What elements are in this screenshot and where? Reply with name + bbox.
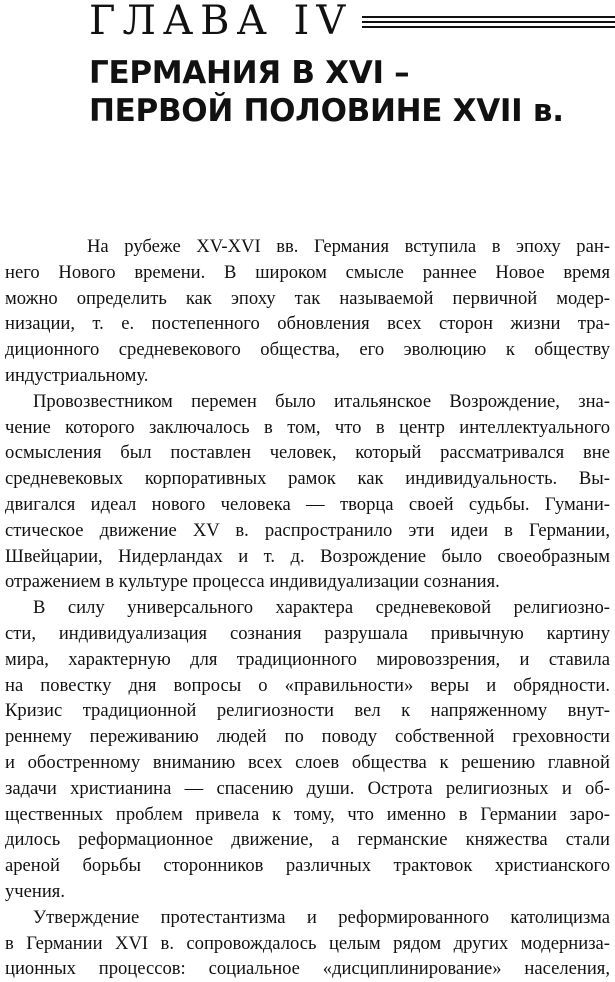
- text-line: в Германии XVI в. сопровождалось целым рядом других модерниза-: [5, 932, 610, 954]
- text-line: него Нового времени. В широком смысле раннее Новое время: [5, 261, 610, 283]
- text-line: мира, характерную для традиционного мировоззрения, и ставила: [5, 648, 610, 670]
- body-text: [5, 234, 610, 982]
- text-line: и обостренному вниманию всех слоев общества к решению главной: [5, 751, 610, 773]
- text-line: чение которого заключалось в том, что в центр интеллектуального: [5, 416, 610, 438]
- text-line: индустриальному.: [5, 364, 149, 386]
- text-line: Провозвестником перемен было итальянское Возрождение, зна-: [33, 390, 610, 412]
- text-line: Кризис традиционной религиозности вел к напряженному внут-: [5, 700, 610, 722]
- text-line: двигался идеал нового человека — творца своей судьбы. Гумани-: [5, 493, 610, 515]
- text-line: осмысления был поставлен человек, который рассматривался вне: [5, 442, 610, 464]
- chapter-title-line: ГЕРМАНИЯ В XVI –: [89, 55, 410, 91]
- text-line: ареной борьбы сторонников различных трактовок христианского: [5, 855, 610, 877]
- text-line: задачи христианина — спасению души. Острота религиозных и об-: [5, 777, 610, 799]
- chapter-header: [89, 0, 615, 42]
- text-line: учения.: [5, 880, 66, 902]
- text-line: щественных проблем привела к тому, что именно в Германии заро-: [5, 803, 610, 825]
- text-line: отражением в культуре процесса индивидуализации сознания.: [5, 571, 500, 593]
- text-line: Утверждение протестантизма и реформированного католицизма: [33, 906, 610, 928]
- text-line: дилось реформационное движение, а германские княжества стали: [5, 829, 610, 851]
- text-line: диционного средневекового общества, его эволюцию к обществу: [5, 339, 610, 361]
- text-line: На рубеже XV-XVI вв. Германия вступила в эпоху ран-: [87, 236, 610, 257]
- text-line: ционных процессов: социальное «дисциплинирование» населения,: [5, 958, 610, 980]
- text-line: низации, т. е. постепенного обновления всех сторон жизни тра-: [5, 313, 610, 335]
- chapter-label: ГЛАВА IV: [89, 0, 353, 44]
- chapter-rule-decoration: [362, 16, 615, 30]
- text-line: сти, индивидуализация сознания разрушала привычную картину: [5, 622, 610, 644]
- text-line: средневековых корпоративных рамок как индивидуальность. Вы-: [5, 468, 610, 490]
- text-line: можно определить как эпоху так называемой первичной модер-: [5, 287, 610, 309]
- text-line: реннему переживанию людей по поводу собственной греховности: [5, 726, 610, 748]
- text-line: стическое движение XV в. распространило эти идеи в Германии,: [5, 519, 610, 541]
- text-line: Швейцарии, Нидерландах и т. д. Возрождение было своеобразным: [5, 545, 610, 567]
- text-line: В силу универсального характера средневековой религиозно-: [33, 597, 610, 619]
- chapter-title-line: ПЕРВОЙ ПОЛОВИНЕ XVII в.: [89, 93, 564, 129]
- chapter-title: [89, 54, 609, 130]
- text-line: на повестку дня вопросы о «правильности» веры и обрядности.: [5, 674, 610, 696]
